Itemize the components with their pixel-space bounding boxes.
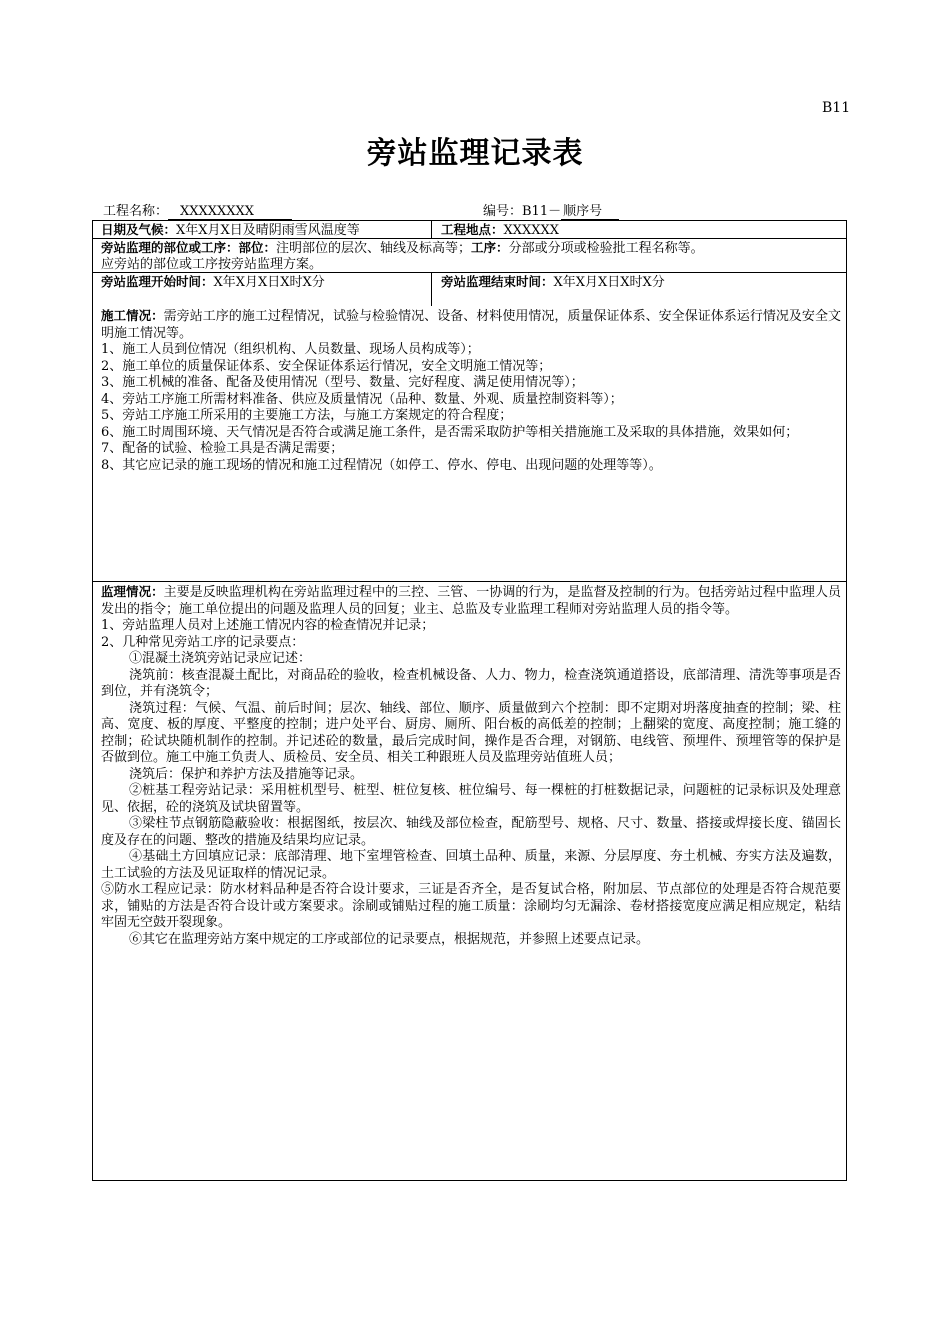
construction-item: 4、旁站工序施工所需材料准备、供应及质量情况（品种、数量、外观、质量控制资料等）； [101, 391, 623, 407]
part-field[interactable]: 旁站监理的部位或工序：部位：注明部位的层次、轴线及标高等；工序：分部或分项或检验批工程名称等。 应旁站的部位或工序按旁站监理方案。 [101, 240, 841, 273]
construction-item: 8、其它应记录的施工现场的情况和施工过程情况（如停工、停水、停电、出现问题的处理等等）。 [101, 457, 662, 473]
form-code: B11 [822, 100, 851, 116]
supervision-paragraph: 浇筑前：核查混凝土配比，对商品砼的验收，检查机械设备、人力、物力，检查浇筑通道搭设，底部清理、清洗等事项是否到位，并有浇筑令； [101, 667, 841, 699]
supervision-paragraph: ⑥其它在监理旁站方案中规定的工序或部位的记录要点，根据规范，并参照上述要点记录。 [129, 931, 650, 947]
supervision-intro: 监理情况：主要是反映监理机构在旁站监理过程中的三控、三管、一协调的行为，是监督及控制的行为。包括旁站过程中监理人员发出的指令；施工单位提出的问题及监理人员的回复；业主、总监及专业监理工程师对旁站监理人员的指令等。 [101, 584, 841, 617]
construction-item: 6、施工时周围环境、天气情况是否符合或满足施工条件，是否需采取防护等相关措施施工及采取的具体措施，效果如何； [101, 424, 799, 440]
project-name [103, 200, 292, 220]
end-time-field[interactable]: 旁站监理结束时间：X年X月X日X时X分 [441, 274, 665, 290]
date-weather-field[interactable]: 日期及气候：X年X月X日及晴阴雨雪风温度等 [101, 222, 360, 238]
supervision-paragraph: ④基础土方回填应记录：底部清理、地下室埋管检查、回填土品种、质量，来源、分层厚度、夯土机械、夯实方法及遍数，土工试验的方法及见证取样的情况记录。 [101, 849, 841, 881]
project-name-label: 工程名称： [103, 204, 169, 219]
location-field[interactable]: 工程地点：XXXXXX [441, 222, 560, 238]
supervision-paragraph: ③梁柱节点钢筋隐蔽验收：根据图纸，按层次、轴线及部位检查，配筋型号、规格、尺寸、数量、搭接或焊接长度、锚固长度及存在的问题、整改的措施及结果均应记录。 [101, 816, 841, 848]
record-form [92, 220, 847, 1181]
construction-intro: 施工情况：需旁站工序的施工过程情况，试验与检验情况、设备、材料使用情况，质量保证体系、安全保证体系运行情况及安全文明施工情况等。 [101, 308, 841, 341]
supervision-paragraph: 浇筑过程：气候、气温、前后时间；层次、轴线、部位、顺序、质量做到六个控制：即不定期对坍落度抽查的控制；梁、柱高、宽度、板的厚度、平整度的控制；进户处平台、厨房、厕所、阳台板的高低差的控制；上翻梁的宽度、高度控制；施工缝的控制；砼试块随机制作的控制。并记述砼的数量，最后完成时间，操作是否合理，对钢筋、电线管、预埋件、预埋管等的保护是否做到位。施工中施工负责人、质检员、安全员、相关工种跟班人员及监理旁站值班人员； [101, 700, 841, 765]
construction-item: 5、旁站工序施工所采用的主要施工方法，与施工方案规定的符合程度； [101, 408, 513, 423]
construction-section[interactable] [93, 306, 846, 582]
supervision-paragraph: ②桩基工程旁站记录：采用桩机型号、桩型、桩位复核、桩位编号、每一棵桩的打桩数据记录，问题桩的记录标识及处理意见、依据，砼的浇筑及试块留置等。 [101, 783, 841, 815]
supervision-paragraph: 浇筑后：保护和养护方法及措施等记录。 [129, 766, 364, 782]
form-number-label: 编号：B11－ [483, 204, 562, 219]
project-name-value[interactable]: XXXXXXXX [168, 205, 292, 220]
supervision-paragraph: 2、几种常见旁站工序的记录要点： [101, 634, 305, 650]
supervision-paragraph: ⑤防水工程应记录：防水材料品种是否符合设计要求，三证是否齐全，是否复试合格，附加层、节点部位的处理是否符合规范要求，铺贴的方法是否符合设计或方案要求。涂刷或铺贴过程的施工质量：涂刷均匀无漏涂、卷材搭接宽度应满足相应规定，粘结牢固无空鼓开裂现象。 [101, 882, 841, 930]
start-time-field[interactable]: 旁站监理开始时间：X年X月X日X时X分 [101, 274, 325, 290]
form-number [483, 200, 619, 220]
supervision-paragraph: 1、旁站监理人员对上述施工情况内容的检查情况并记录； [101, 618, 435, 633]
supervision-paragraph: ①混凝土浇筑旁站记录应记述： [129, 651, 312, 666]
construction-item: 1、施工人员到位情况（组织机构、人员数量、现场人员构成等）； [101, 342, 480, 357]
row-time [93, 273, 846, 306]
construction-item: 7、配备的试验、检验工具是否满足需要； [101, 441, 344, 456]
construction-item: 2、施工单位的质量保证体系、安全保证体系运行情况，安全文明施工情况等； [101, 358, 552, 374]
row-date-location [93, 221, 846, 239]
construction-item: 3、施工机械的准备、配备及使用情况（型号、数量、完好程度、满足使用情况等）； [101, 375, 584, 390]
page-title: 旁站监理记录表 [366, 136, 584, 171]
supervision-section[interactable] [93, 582, 846, 1180]
row-part [93, 239, 846, 273]
part-note: 应旁站的部位或工序按旁站监理方案。 [101, 257, 323, 272]
form-number-value[interactable]: 顺序号 [561, 205, 619, 220]
